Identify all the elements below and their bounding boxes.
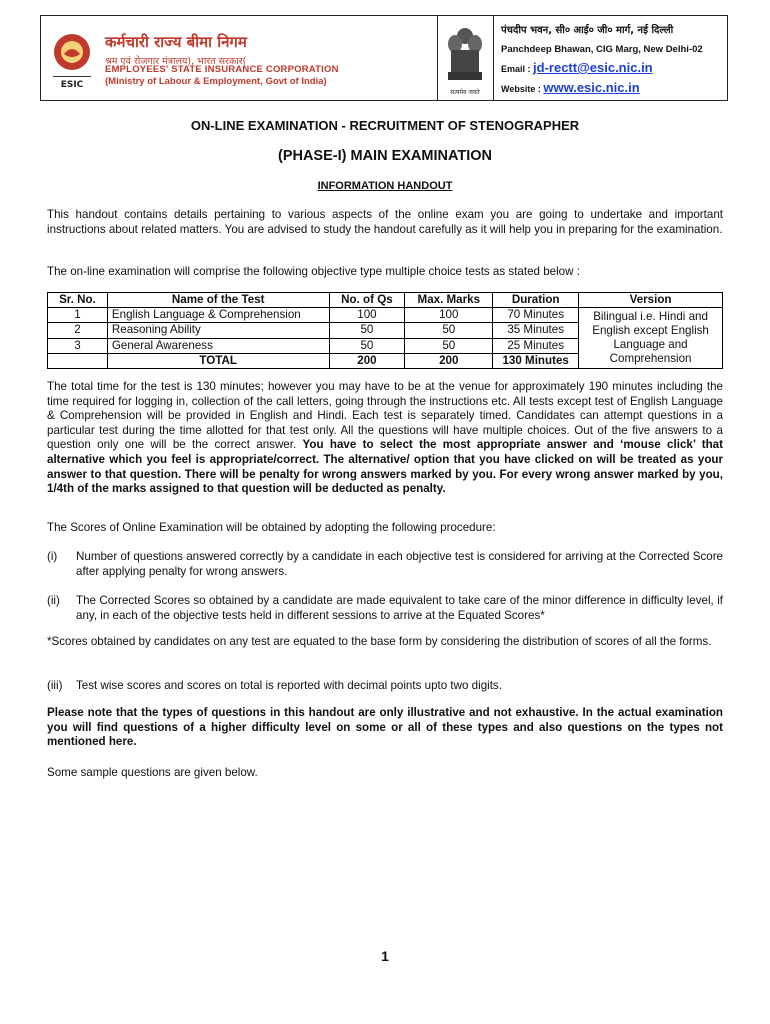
scores-intro: The Scores of Online Examination will be obtained by adopting the following procedure: (47, 521, 496, 534)
tests-intro: The on-line examination will comprise the following objective type multiple choice tests as stated below : (47, 265, 580, 278)
total-marks: 200 (405, 353, 493, 368)
table-header: Sr. No. (48, 293, 108, 308)
sample-intro: Some sample questions are given below. (47, 766, 258, 779)
marks-cell: 50 (405, 323, 493, 338)
version-cell: Bilingual i.e. Hindi and English except English Language and Comprehension (579, 308, 723, 369)
address-english: Panchdeep Bhawan, CIG Marg, New Delhi-02 (501, 44, 703, 55)
empty-cell (48, 353, 108, 368)
intro-paragraph: This handout contains details pertaining to various aspects of the online exam you are going to undertake and important instructions about related matters. You are advised to study the handout carefully as it will help you in preparing for the examination. (47, 208, 723, 236)
letterhead (40, 15, 728, 101)
list-number: (i) (47, 550, 58, 563)
section-heading: INFORMATION HANDOUT (317, 180, 453, 192)
table-row (48, 308, 723, 323)
marks-cell: 100 (405, 308, 493, 323)
email-label: Email : (501, 64, 531, 74)
total-questions: 200 (329, 353, 405, 368)
emblem-caption: सत्यमेव जयते (450, 89, 480, 96)
table-header: No. of Qs (329, 293, 405, 308)
esic-logo-icon (49, 30, 95, 90)
questions-cell: 50 (329, 323, 405, 338)
header-divider (493, 16, 494, 100)
list-text: Test wise scores and scores on total is reported with decimal points upto two digits. (76, 679, 502, 692)
time-paragraph-bold-text: You have to select the most appropriate answer and ‘mouse click’ that alternative which you feel is appropriate/correct. The alternative/ option that you have clicked on will be treated as your answer to that question. There will be penalty for wrong answers marked by you. For every wrong answer marked by you, 1/4th of the marks assigned to that question will be deducted as penalty. (47, 438, 723, 496)
marks-cell: 50 (405, 338, 493, 353)
document-title: ON-LINE EXAMINATION - RECRUITMENT OF STENOGRAPHER (190, 118, 580, 133)
email-link[interactable]: jd-rectt@esic.nic.in (533, 60, 653, 75)
org-name-english: EMPLOYEES' STATE INSURANCE CORPORATION (105, 64, 339, 75)
note-paragraph: Please note that the types of questions in this handout are only illustrative and not exhaustive. In the actual examination you will find questions of a higher difficulty level on some or all of these types and also questions on the types not mentioned here. (47, 706, 723, 749)
email-line (501, 60, 653, 75)
website-line (501, 80, 640, 95)
website-link[interactable]: www.esic.nic.in (543, 80, 640, 95)
list-number: (iii) (47, 679, 63, 692)
ministry-name-english: (Ministry of Labour & Employment, Govt of India) (105, 76, 327, 87)
table-header: Duration (493, 293, 579, 308)
national-emblem-icon (441, 22, 489, 98)
duration-cell: 70 Minutes (493, 308, 579, 323)
header-divider (437, 16, 438, 100)
list-number: (ii) (47, 594, 60, 607)
logo-text: ESIC (60, 80, 84, 90)
total-label: TOTAL (107, 353, 329, 368)
duration-cell: 25 Minutes (493, 338, 579, 353)
page-number: 1 (381, 948, 389, 964)
table-header-row (48, 293, 723, 308)
list-text: The Corrected Scores so obtained by a candidate are made equivalent to take care of the minor difference in difficulty level, if any, in each of the objective tests held in different sessions to arrive at the Equated Scores* (76, 594, 723, 622)
table-header: Max. Marks (405, 293, 493, 308)
total-duration: 130 Minutes (493, 353, 579, 368)
test-name-cell: General Awareness (107, 338, 329, 353)
org-name-hindi: कर्मचारी राज्य बीमा निगम (105, 33, 247, 51)
footnote: *Scores obtained by candidates on any test are equated to the base form by considering the distribution of scores of all the forms. (47, 635, 712, 648)
address-hindi: पंचदीप भवन, सी० आई० जी० मार्ग, नई दिल्ली (501, 25, 674, 36)
sr-no-cell: 1 (48, 308, 108, 323)
ministry-name-hindi: श्रम एवं रोजगार मंत्रालय), भारत सरकार( (105, 56, 247, 67)
list-text: Number of questions answered correctly by a candidate in each objective test is considered for arriving at the Corrected Score after applying penalty for wrong answers. (76, 550, 724, 578)
time-paragraph-text: The total time for the test is 130 minutes; however you may have to be at the venue for approximately 190 minutes including the time required for logging in, collection of the call letters, going through the instructions etc. All tests except test of English Language & Comprehension will be provided in English and Hindi. Each test is separately timed. Candidates can attempt questions in a particular test during the time allotted for that test only. All the questions will have multiple choices. Out of the five answers to a question only one will be the correct answer. (47, 380, 723, 452)
table-header: Version (579, 293, 723, 308)
time-paragraph (47, 380, 723, 497)
sr-no-cell: 2 (48, 323, 108, 338)
questions-cell: 100 (329, 308, 405, 323)
duration-cell: 35 Minutes (493, 323, 579, 338)
document-subtitle: (PHASE-I) MAIN EXAMINATION (277, 148, 492, 164)
sr-no-cell: 3 (48, 338, 108, 353)
website-label: Website : (501, 84, 541, 94)
table-header: Name of the Test (107, 293, 329, 308)
questions-cell: 50 (329, 338, 405, 353)
tests-table (47, 292, 723, 369)
test-name-cell: English Language & Comprehension (107, 308, 329, 323)
test-name-cell: Reasoning Ability (107, 323, 329, 338)
